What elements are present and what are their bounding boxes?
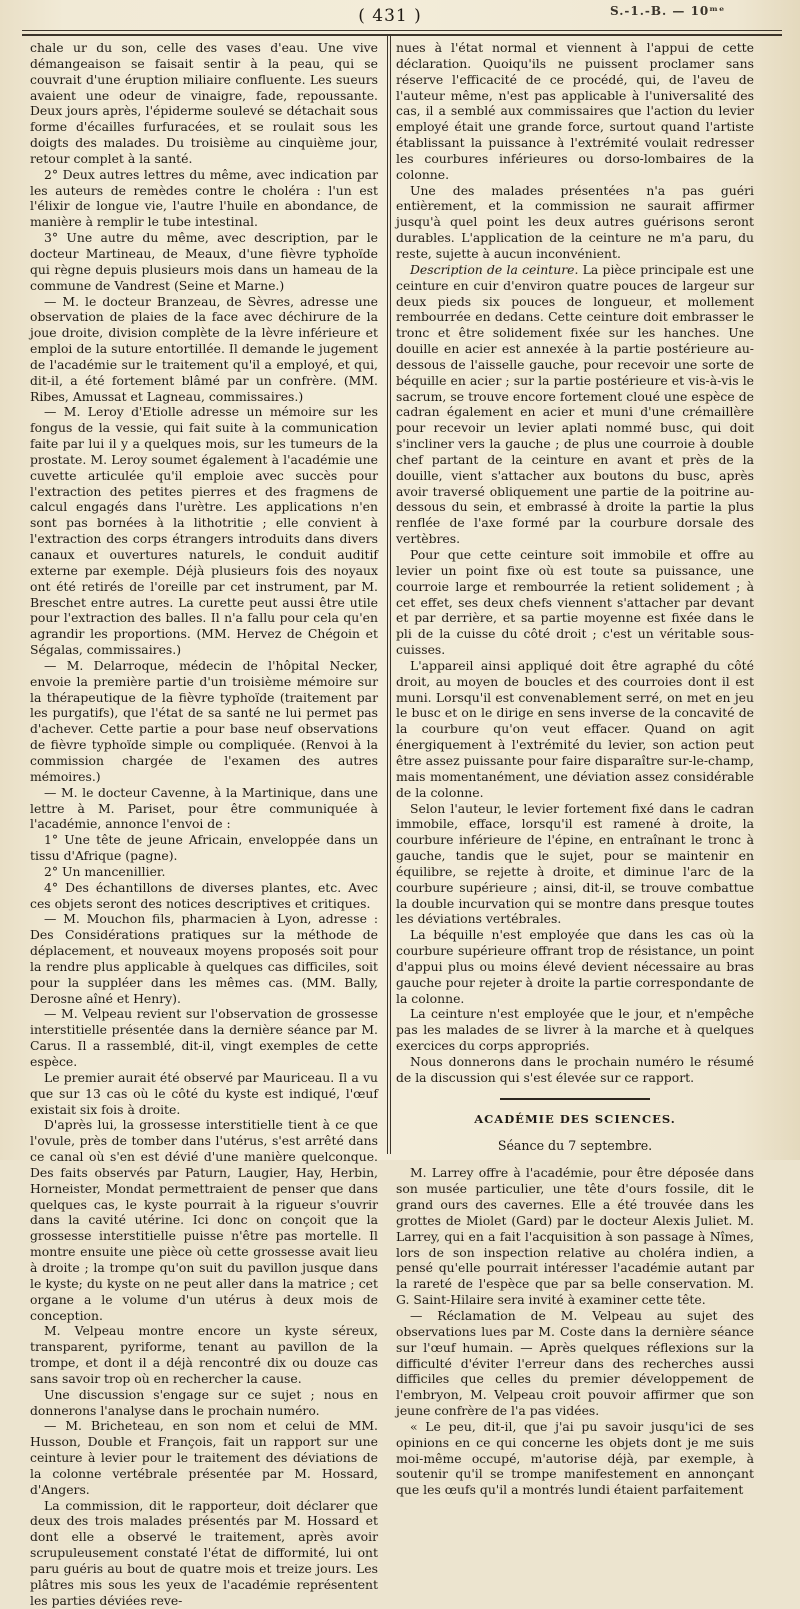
paragraph-text: La ceinture n'est employée que le jour, et n'empêche pas les malades de se livrer à la marche et à quelques exercices du corps appropriés. xyxy=(396,1006,754,1054)
paragraph xyxy=(396,1054,754,1086)
paragraph-lead: Description de la ceinture. xyxy=(410,261,579,277)
paragraph xyxy=(396,1165,754,1308)
paragraph-text: 3° Une autre du même, avec description, par le docteur Martineau, de Meaux, d'une fièvre typhoïde qui règne depuis plusieurs mois dans un hameau de la commune de Vandrest (Seine et Marne.) xyxy=(30,230,378,293)
paragraph-text: 1° Une tête de jeune Africain, enveloppée dans un tissu d'Afrique (pagne). xyxy=(30,832,378,864)
session-date: Séance du 7 septembre. xyxy=(497,1137,653,1153)
paragraph xyxy=(30,1117,378,1323)
paragraph-text: M. Velpeau montre encore un kyste séreux, transparent, pyriforme, tenant au pavillon de la trompe, et dont il a déjà rencontré dix ou douze cas sans savoir trop où en rechercher la cause. xyxy=(30,1323,378,1386)
paragraph-text: La commission, dit le rapporteur, doit déclarer que deux des trois malades présentés par M. Hossard et dont elle a observé le traitement, après avoir scrupuleusement constaté l'état de difformité, lui ont paru guéris au bout de quatre mois et treize jours. Les plâtres mis sous les yeux de l'académie représentent les parties déviées reve- xyxy=(30,1497,378,1608)
paragraph-text: chale ur du son, celle des vases d'eau. Une vive démangeaison se faisait sentir à la peau, qui se couvrait d'une éruption miliaire confluente. Les sueurs avaient une odeur de vinaigre, fade, repoussante. Deux jours après, l'épiderme soulevé se détachait sous forme d'écailles furfuracées, et se roulait sous les doigts des malades. Du troisième au cinquième jour, retour complet à la santé. xyxy=(30,40,378,166)
paragraph-text: — M. le docteur Branzeau, de Sèvres, adresse une observation de plaies de la face avec déchirure de la joue droite, division complète de la lèvre inférieure et emploi de la suture entortillée. Il demande le jugement de l'académie sur le traitement qu'il a employé, et qui, dit-il, a été fortement blâmé par un confrère. (MM. Ribes, Amussat et Lagneau, commissaires.) xyxy=(30,293,378,404)
paragraph xyxy=(396,658,754,801)
paragraph-text: L'appareil ainsi appliqué doit être agraphé du côté droit, au moyen de boucles et des courroies dont il est muni. Lorsqu'il est convenablement serré, on met en jeu le busc et on le dirige en sens inverse de la concavité de la courbure qu'on veut effacer. Quand on agit énergiquement à l'extrémité du levier, son action peut être assez puissante pour faire disparaître sur-le-champ, mais momentanément, une déviation assez considérable de la colonne. xyxy=(396,657,754,800)
paragraph xyxy=(396,1308,754,1419)
paragraph xyxy=(30,1418,378,1497)
paragraph xyxy=(30,864,378,880)
paragraph xyxy=(30,1387,378,1419)
paragraph-text: Le premier aurait été observé par Mauriceau. Il a vu que sur 13 cas où le côté du kyste est indiqué, l'œuf existait six fois à droite. xyxy=(30,1069,378,1117)
paragraph-text: — M. Leroy d'Etiolle adresse un mémoire sur les fongus de la vessie, qui fait suite à la communication faite par lui il y a quelques mois, sur les tumeurs de la prostate. M. Leroy soumet également à l'académie une cuvette articulée qu'il emploie avec succès pour l'extraction des petites pierres et des fragmens de calcul engagés dans l'urètre. Les applications n'en sont pas bornées à la lithotritie ; elle convient à l'extraction des corps étrangers introduits dans divers canaux et ouvertures naturels, le conduit auditif externe par exemple. Déjà plusieurs fois des noyaux ont été retirés de l'oreille par cet instrument, par M. Breschet entre autres. La curette peut aussi être utile pour l'extraction des balles. Il n'a fallu pour cela qu'en agrandir les proportions. (MM. Hervez de Chégoin et Ségalas, commissaires.) xyxy=(30,404,378,658)
paragraph xyxy=(30,1070,378,1118)
paragraph-text: 4° Des échantillons de diverses plantes, etc. Avec ces objets seront des notices descriptives et critiques. xyxy=(30,879,378,911)
paragraph xyxy=(30,167,378,230)
paragraph xyxy=(30,658,378,785)
paragraph xyxy=(30,1323,378,1386)
paragraph-text: — Réclamation de M. Velpeau au sujet des observations lues par M. Coste dans la dernière séance sur l'œuf humain. — Après quelques réflexions sur la difficulté d'éviter l'erreur dans des recherches aussi difficiles que celles du premier développement de l'embryon, M. Velpeau croit pouvoir affirmer que son jeune confrère de l'a pas vidées. xyxy=(396,1307,754,1419)
paragraph xyxy=(30,40,378,167)
paragraph-text: — M. Mouchon fils, pharmacien à Lyon, adresse : Des Considérations pratiques sur la méthode de déplacement, et nouveaux moyens proposés soit pour la rendre plus applicable à quelques cas difficiles, soit pour la suppléer dans les mêmes cas. (MM. Bally, Derosne aîné et Henry). xyxy=(30,911,378,1006)
paragraph-text: La béquille n'est employée que dans les cas où la courbure supérieure offrant trop de résistance, un point d'appui plus ou moins élevé devient nécessaire au bras gauche pour rejeter à droite la partie correspondante de la colonne. xyxy=(396,927,754,1006)
paragraph-text: — M. Velpeau revient sur l'observation de grossesse interstitielle présentée dans la dernière séance par M. Carus. Il a rassemblé, dit-il, vingt exemples de cette espèce. xyxy=(30,1006,378,1069)
paragraph xyxy=(30,404,378,658)
left-column xyxy=(30,40,378,1608)
running-head: S.-1.-B. — 10ᵐᵉ xyxy=(610,4,726,18)
paragraph-text: Une discussion s'engage sur ce sujet ; nous en donnerons l'analyse dans le prochain numéro. xyxy=(30,1386,378,1418)
paragraph-text: — M. Bricheteau, en son nom et celui de MM. Husson, Double et François, fait un rapport sur une ceinture à levier pour le traitement des déviations de la colonne vertébrale présentée par M. Hossard, d'Angers. xyxy=(30,1418,378,1497)
section-title: ACADÉMIE DES SCIENCES. xyxy=(474,1111,676,1126)
paragraph xyxy=(30,230,378,293)
paragraph-text: nues à l'état normal et viennent à l'appui de cette déclaration. Quoiqu'ils ne puissent proclamer sans réserve l'efficacité de ce procédé, qui, de l'aveu de l'auteur même, n'est pas applicable à l'universalité des cas, il a semblé aux commissaires que l'action du levier employé était une grande force, surtout quand l'artiste établissant la puissance à l'extrémité voulait redresser les courbures inférieures ou dorso-lombaires de la colonne. xyxy=(396,40,754,182)
paragraph xyxy=(396,927,754,1006)
paragraph xyxy=(30,911,378,1006)
paragraph-text: « Le peu, dit-il, que j'ai pu savoir jusqu'ici de ses opinions en ce qui concerne les objets dont je me suis moi-même occupé, m'autorise déjà, par exemple, à soutenir qu'il se trompe manifestement en annonçant que les œufs qu'il a montrés lundi étaient parfaitement xyxy=(396,1418,754,1498)
paragraph-text: D'après lui, la grossesse interstitielle tient à ce que l'ovule, près de tomber dans l'utérus, s'est arrêté dans ce canal où s'en est dévié d'une manière quelconque. Des faits observés par Paturn, Laugier, Hay, Herbin, Horneister, Mondat permettraient de penser que dans quelques cas, le kyste pourrait à la rigueur s'ouvrir dans la cavité utérine. Ici donc on conçoit que la grossesse interstitielle puisse n'être pas mortelle. Il montre ensuite une pièce où cette grossesse avait lieu à droite ; la trompe qu'on suit du pavillon jusque dans le kyste; du kyste on ne peut aller dans la matrice ; cet organe a le volume d'un utérus à deux mois de conception. xyxy=(30,1117,378,1323)
paragraph xyxy=(30,785,378,833)
paragraph xyxy=(396,1419,754,1498)
paragraph xyxy=(396,547,754,658)
paragraph xyxy=(30,294,378,405)
page-header xyxy=(0,0,800,40)
paragraph-text: — M. Delarroque, médecin de l'hôpital Necker, envoie la première partie d'un troisième mémoire sur la thérapeutique de la fièvre typhoïde (traitement par les purgatifs), que l'état de sa santé ne lui permet pas d'achever. Cette partie a pour base neuf observations de fièvre typhoïde simple ou compliquée. (Renvoi à la commission chargée de l'examen des autres mémoires.) xyxy=(30,657,378,784)
paragraph xyxy=(396,40,754,183)
column-divider xyxy=(387,36,391,1154)
paragraph xyxy=(30,832,378,864)
paragraph xyxy=(396,801,754,928)
paragraph-text: Pour que cette ceinture soit immobile et offre au levier un point fixe où est toute sa puissance, une courroie large et rembourrée la retient solidement ; à cet effet, ses deux chefs viennent s'attacher par devant et par derrière, et sa partie moyenne est fixée dans le pli de la cuisse du côté droit ; c'est un véritable sous-cuisses. xyxy=(396,547,754,658)
paragraph xyxy=(396,262,754,547)
paragraph-text: Une des malades présentées n'a pas guéri entièrement, et la commission ne saurait affirmer jusqu'à quel point les deux autres guérisons seront durables. L'application de la ceinture ne m'a paru, du reste, sujette à aucun inconvénient. xyxy=(396,182,754,261)
paragraph-text: M. Larrey offre à l'académie, pour être déposée dans son musée particulier, une tête d'ours fossile, dit le grand ours des cavernes. Elle a été trouvée dans les grottes de Miolet (Gard) par le docteur Alexis Juliet. M. Larrey, qui en a fait l'acquisition à son passage à Nîmes, lors de son inspection relative au choléra indien, a pensé qu'elle pourrait intéresser l'académie autant par la rareté de l'espèce que par sa belle conservation. M. G. Saint-Hilaire sera invité à examiner cette tête. xyxy=(396,1165,754,1308)
paragraph xyxy=(30,880,378,912)
paragraph xyxy=(396,1006,754,1054)
section-rule xyxy=(500,1098,650,1100)
paragraph-text: Selon l'auteur, le levier fortement fixé dans le cadran immobile, efface, lorsqu'il est ramené à droite, la courbure inférieure de l'épine, en entraînant le tronc à gauche, tandis que le sujet, pour se maintenir en équilibre, se rejette à droite, et diminue l'arc de la courbure supérieure ; ainsi, dit-il, se trouve combattue la double incurvation qui se montre dans presque toutes les déviations vertébrales. xyxy=(396,800,754,927)
page-number: ( 431 ) xyxy=(358,6,422,26)
paragraph xyxy=(30,1498,378,1609)
paragraph xyxy=(30,1006,378,1069)
paragraph xyxy=(396,183,754,262)
paragraph-text: 2° Deux autres lettres du même, avec indication par les auteurs de remèdes contre le choléra : l'un est l'élixir de longue vie, l'autre l'huile en abondance, de manière à remplir le tube intestinal. xyxy=(30,166,378,230)
right-column xyxy=(396,40,754,1498)
paragraph-text: 2° Un mancenillier. xyxy=(44,863,166,879)
paragraph-text: Nous donnerons dans le prochain numéro le résumé de la discussion qui s'est élevée sur ce rapport. xyxy=(396,1054,754,1085)
header-rule xyxy=(22,30,782,36)
paragraph-text: La pièce principale est une ceinture en cuir d'environ quatre pouces de largeur sur deux pieds six pouces de longueur, et mollement rembourrée en dedans. Cette ceinture doit embrasser le tronc et être solidement fixée sur les hanches. Une douille en acier est annexée à la partie postérieure au-dessous de l'aisselle gauche, pour recevoir une sorte de béquille en acier ; sur la partie postérieure et vis-à-vis le sacrum, se trouve encore fortement cloué une espèce de cadran également en acier et muni d'une crémaillère pour recevoir un levier aplati nommé busc, qui doit s'incliner vers la gauche ; de plus une courroie à double chef partant de la ceinture en avant et près de la douille, vient s'attacher aux boutons du busc, après avoir traversé obliquement une partie de la poitrine au-dessous du sein, et embrassé à droite la partie la plus renflée de l'axe formé par la courbure dorsale des vertèbres. xyxy=(396,261,754,547)
paragraph-text: — M. le docteur Cavenne, à la Martinique, dans une lettre à M. Pariset, pour être communiquée à l'académie, annonce l'envoi de : xyxy=(30,784,378,832)
